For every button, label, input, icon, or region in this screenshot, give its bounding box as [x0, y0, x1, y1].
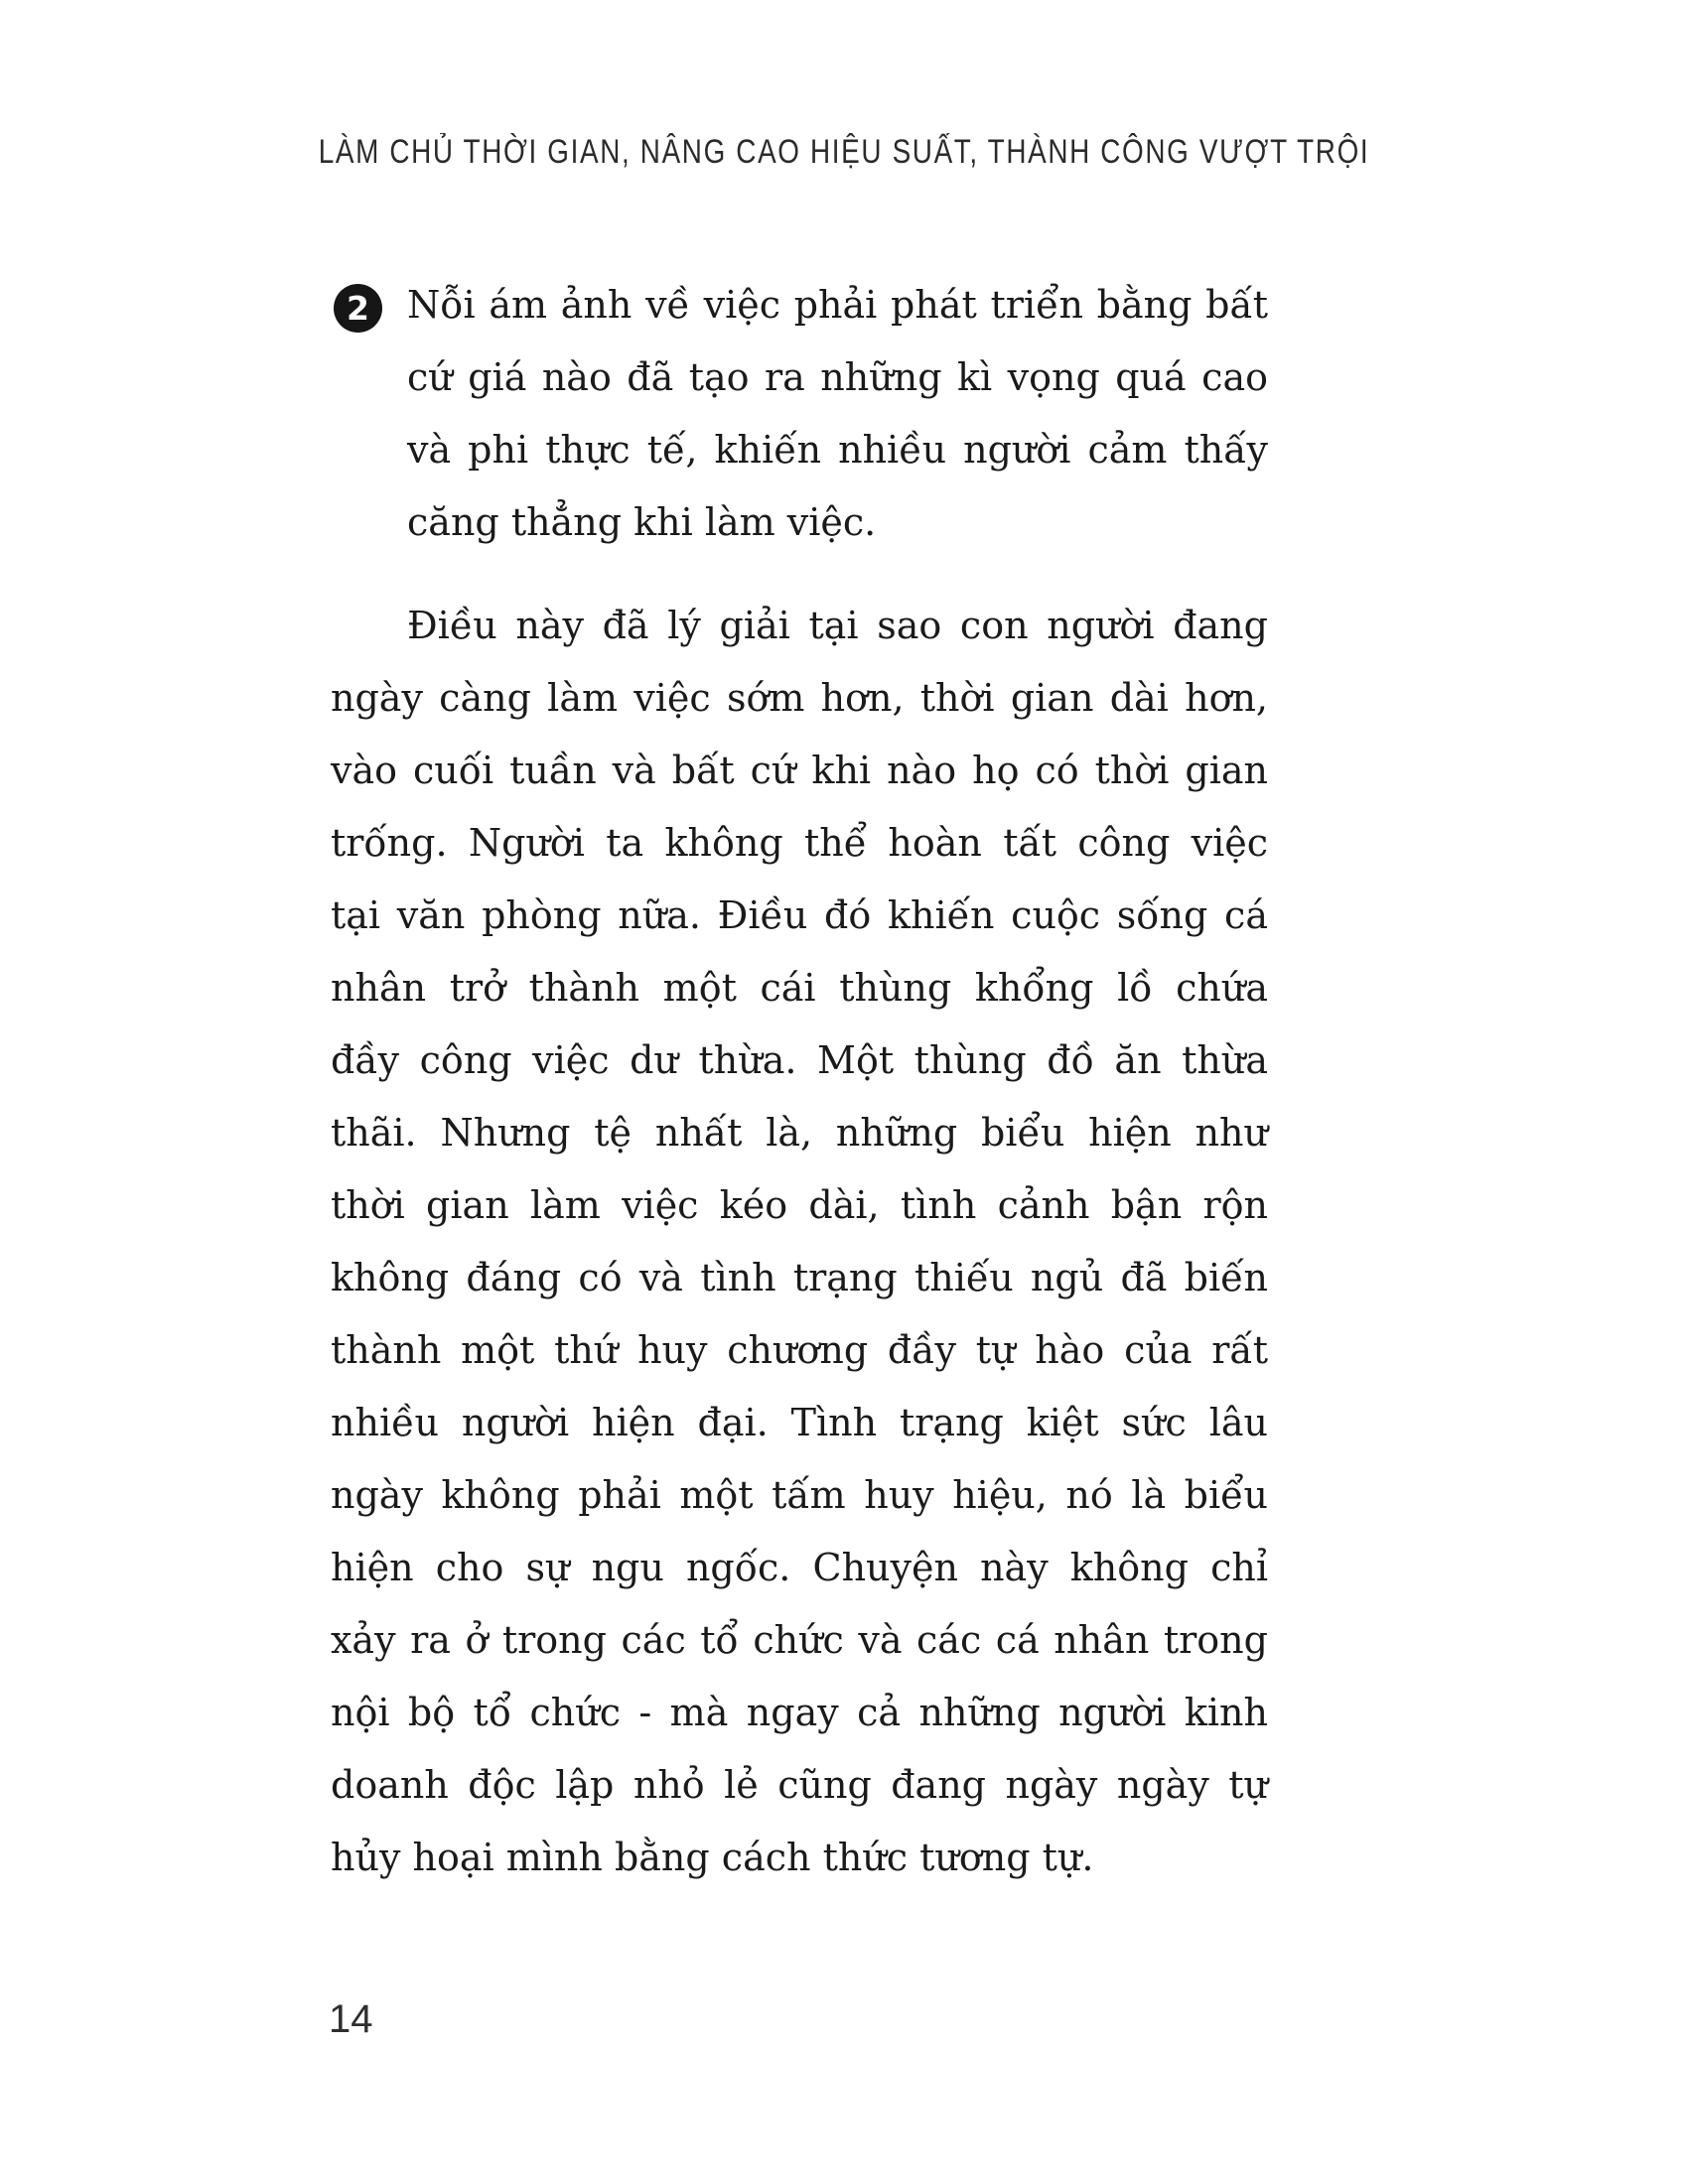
numbered-item-text: [407, 269, 1268, 559]
text-line: tại văn phòng nữa. Điều đó khiến cuộc sống cá: [331, 893, 1268, 937]
text-line: và phi thực tế, khiến nhiều người cảm thấy: [407, 428, 1268, 472]
page-number: 14: [329, 1997, 373, 2041]
text-line: ngày càng làm việc sớm hơn, thời gian dài hơn,: [331, 676, 1268, 720]
body-paragraph: [331, 590, 1268, 1894]
text-line: trống. Người ta không thể hoàn tất công việc: [331, 821, 1268, 865]
running-head: LÀM CHỦ THỜI GIAN, NÂNG CAO HIỆU SUẤT, THÀNH CÔNG VƯỢT TRỘI: [318, 133, 1370, 171]
text-line: Điều này đã lý giải tại sao con người đang: [407, 604, 1268, 647]
text-line: nhân trở thành một cái thùng khổng lồ chứa: [331, 966, 1268, 1010]
text-line: căng thẳng khi làm việc.: [407, 500, 877, 544]
text-line: hủy hoại mình bằng cách thức tương tự.: [331, 1836, 1094, 1879]
text-line: thãi. Nhưng tệ nhất là, những biểu hiện như: [331, 1111, 1268, 1155]
text-line: hiện cho sự ngu ngốc. Chuyện này không chỉ: [331, 1546, 1268, 1589]
item-number: 2: [347, 289, 369, 328]
text-line: không đáng có và tình trạng thiếu ngủ đã biến: [331, 1256, 1268, 1299]
text-line: thành một thứ huy chương đầy tự hào của rất: [331, 1328, 1268, 1372]
page-body: [331, 269, 1268, 1894]
text-line: nội bộ tổ chức - mà ngay cả những người kinh: [331, 1691, 1268, 1734]
numbered-item-2: [331, 269, 1268, 559]
text-line: doanh độc lập nhỏ lẻ cũng đang ngày ngày tự: [331, 1763, 1268, 1807]
item-number-badge: [334, 284, 382, 333]
text-line: Nỗi ám ảnh về việc phải phát triển bằng bất: [407, 283, 1268, 327]
text-line: ngày không phải một tấm huy hiệu, nó là biểu: [331, 1473, 1268, 1517]
text-line: cứ giá nào đã tạo ra những kì vọng quá cao: [407, 355, 1268, 399]
text-line: đầy công việc dư thừa. Một thùng đồ ăn thừa: [331, 1038, 1268, 1082]
text-line: xảy ra ở trong các tổ chức và các cá nhân trong: [331, 1618, 1268, 1662]
text-line: vào cuối tuần và bất cứ khi nào họ có thời gian: [331, 749, 1268, 792]
text-line: thời gian làm việc kéo dài, tình cảnh bận rộn: [331, 1183, 1268, 1227]
text-line: nhiều người hiện đại. Tình trạng kiệt sức lâu: [331, 1401, 1268, 1444]
